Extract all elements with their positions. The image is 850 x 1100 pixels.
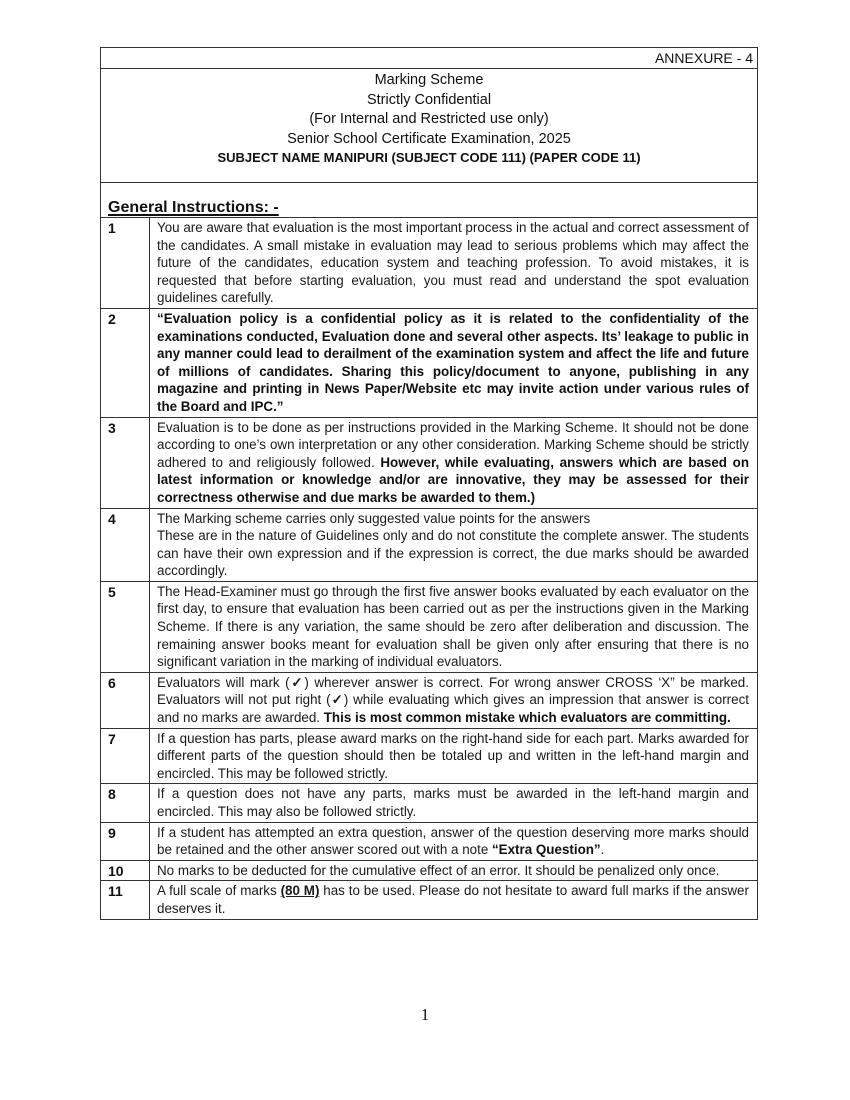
instruction-text-part: The Head-Examiner must go through the first five answer books evaluated by each evaluator on the first day, to ensure that evaluation has been carried out as per the instructions given in the Marking Scheme. If there is any variation, the same should be zero after deliberation and discussion. The remaining answer books meant for evaluation shall be given only after ensuring that there is no significant variation in the marking of individual evaluators. (157, 583, 749, 670)
title-line-2: Strictly Confidential (366, 91, 492, 108)
instruction-row (101, 417, 758, 508)
annexure-row (101, 48, 758, 69)
instruction-text-part: has to be used. Please do not hesitate to award full marks if the answer deserves it. (157, 883, 749, 916)
instruction-number: 7 (101, 728, 150, 784)
instruction-number: 9 (101, 822, 150, 860)
instruction-text (150, 581, 758, 672)
instruction-row (101, 672, 758, 728)
instruction-number: 6 (101, 672, 150, 728)
instruction-text-part: . (600, 842, 605, 858)
instruction-row (101, 581, 758, 672)
title-line-3: (For Internal and Restricted use only) (309, 111, 549, 127)
instruction-number: 4 (101, 508, 150, 581)
instruction-text-bold: However, while evaluating, answers which are based on latest information or knowledge and/or are innovative, they may be assessed for their correctness otherwise and due marks be awarded to them.) (157, 454, 749, 505)
instruction-text (150, 728, 758, 784)
instruction-text-part: ) wherever answer is correct. For wrong answer CROSS ‘X” be marked. Evaluators will not put right ( (157, 674, 749, 708)
instruction-text-part: You are aware that evaluation is the most important process in the actual and correct assessment of the candidates. A small mistake in evaluation may lead to serious problems which may affect the future of the candidates, education system and teaching profession. To avoid mistakes, it is requested that before starting evaluation, you must read and understand the spot evaluation guidelines carefully. (157, 220, 749, 306)
instruction-number: 11 (101, 881, 150, 919)
instruction-text-part: Evaluation is to be done as per instructions provided in the Marking Scheme. It should not be done according to one’s own interpretation or any other consideration. Marking Scheme should be strictly adhered to and religiously followed. (157, 419, 749, 470)
title-line-1: Marking Scheme (374, 72, 484, 88)
instruction-number: 10 (101, 860, 150, 881)
instruction-text-part: If a question does not have any parts, marks must be awarded in the left-hand margin and encircled. This may also be followed strictly. (157, 786, 749, 819)
instruction-text (150, 822, 758, 860)
instruction-text-part: These are in the nature of Guidelines only and do not constitute the complete answer. The students can have their own expression and if the expression is correct, the due marks should be awarded accordingly. (157, 528, 749, 579)
page-number: 1 (420, 1005, 430, 1024)
title-line-4: Senior School Certificate Examination, 2025 (287, 130, 571, 147)
checkmark-icon: ✓ (289, 674, 305, 690)
checkmark-icon: ✓ (330, 692, 344, 708)
instruction-text (150, 784, 758, 822)
instruction-number: 8 (101, 784, 150, 822)
instruction-number: 1 (101, 218, 150, 309)
instruction-row (101, 784, 758, 822)
instruction-row (101, 728, 758, 784)
instruction-text (150, 860, 758, 881)
instructions-table (100, 47, 758, 920)
instruction-row (101, 508, 758, 581)
instruction-text-bold: This is most common mistake which evaluators are committing. (323, 710, 731, 726)
instruction-number: 3 (101, 417, 150, 508)
marking-scheme-page (100, 47, 757, 920)
instruction-text-part: ) while evaluating which gives an impression that answer is correct and no marks are awarded. (157, 692, 749, 726)
instruction-text (150, 308, 758, 417)
annexure-label: ANNEXURE - 4 (101, 48, 758, 69)
instruction-row (101, 308, 758, 417)
section-heading: General Instructions: - (108, 199, 279, 216)
subject-line: SUBJECT NAME MANIPURI (SUBJECT CODE 111) (PAPER CODE 11) (217, 150, 641, 165)
instruction-text-part: A full scale of marks (157, 883, 281, 899)
instruction-row (101, 860, 758, 881)
instruction-text (150, 672, 758, 728)
instruction-number: 2 (101, 308, 150, 417)
instruction-text-part: If a question has parts, please award marks on the right-hand side for each part. Marks awarded for different parts of the question should then be totaled up and written in the left-hand margin and encircled. This may be followed strictly. (157, 730, 749, 781)
instruction-text (150, 218, 758, 309)
instruction-text (150, 881, 758, 919)
instruction-text-part: If a student has attempted an extra question, answer of the question deserving more marks should be retained and the other answer scored out with a note (157, 824, 749, 858)
instruction-text-part: Evaluators will mark ( (157, 674, 290, 690)
title-row (101, 69, 758, 183)
instruction-row (101, 881, 758, 919)
instruction-text-bold: “Evaluation policy is a confidential policy as it is related to the confidentiality of the examinations conducted, Evaluation done and several other aspects. Its’ leakage to public in any manner could lead to derailment of the examination system and affect the life and future of millions of candidates. Sharing this policy/document to anyone, publishing in any magazine and printing in News Paper/Website etc may invite action under various rules of the Board and IPC.” (157, 310, 749, 414)
instruction-text-part: No marks to be deducted for the cumulative effect of an error. It should be penalized only once. (157, 862, 720, 878)
section-heading-row (101, 183, 758, 218)
instruction-text (150, 508, 758, 581)
title-block (101, 69, 758, 183)
instruction-number: 5 (101, 581, 150, 672)
instruction-row (101, 822, 758, 860)
instruction-text-part: (80 M) (280, 883, 320, 899)
instruction-row (101, 218, 758, 309)
instruction-text-bold: “Extra Question” (491, 842, 601, 858)
instruction-text-part: The Marking scheme carries only suggested value points for the answers (157, 510, 591, 526)
instruction-text (150, 417, 758, 508)
